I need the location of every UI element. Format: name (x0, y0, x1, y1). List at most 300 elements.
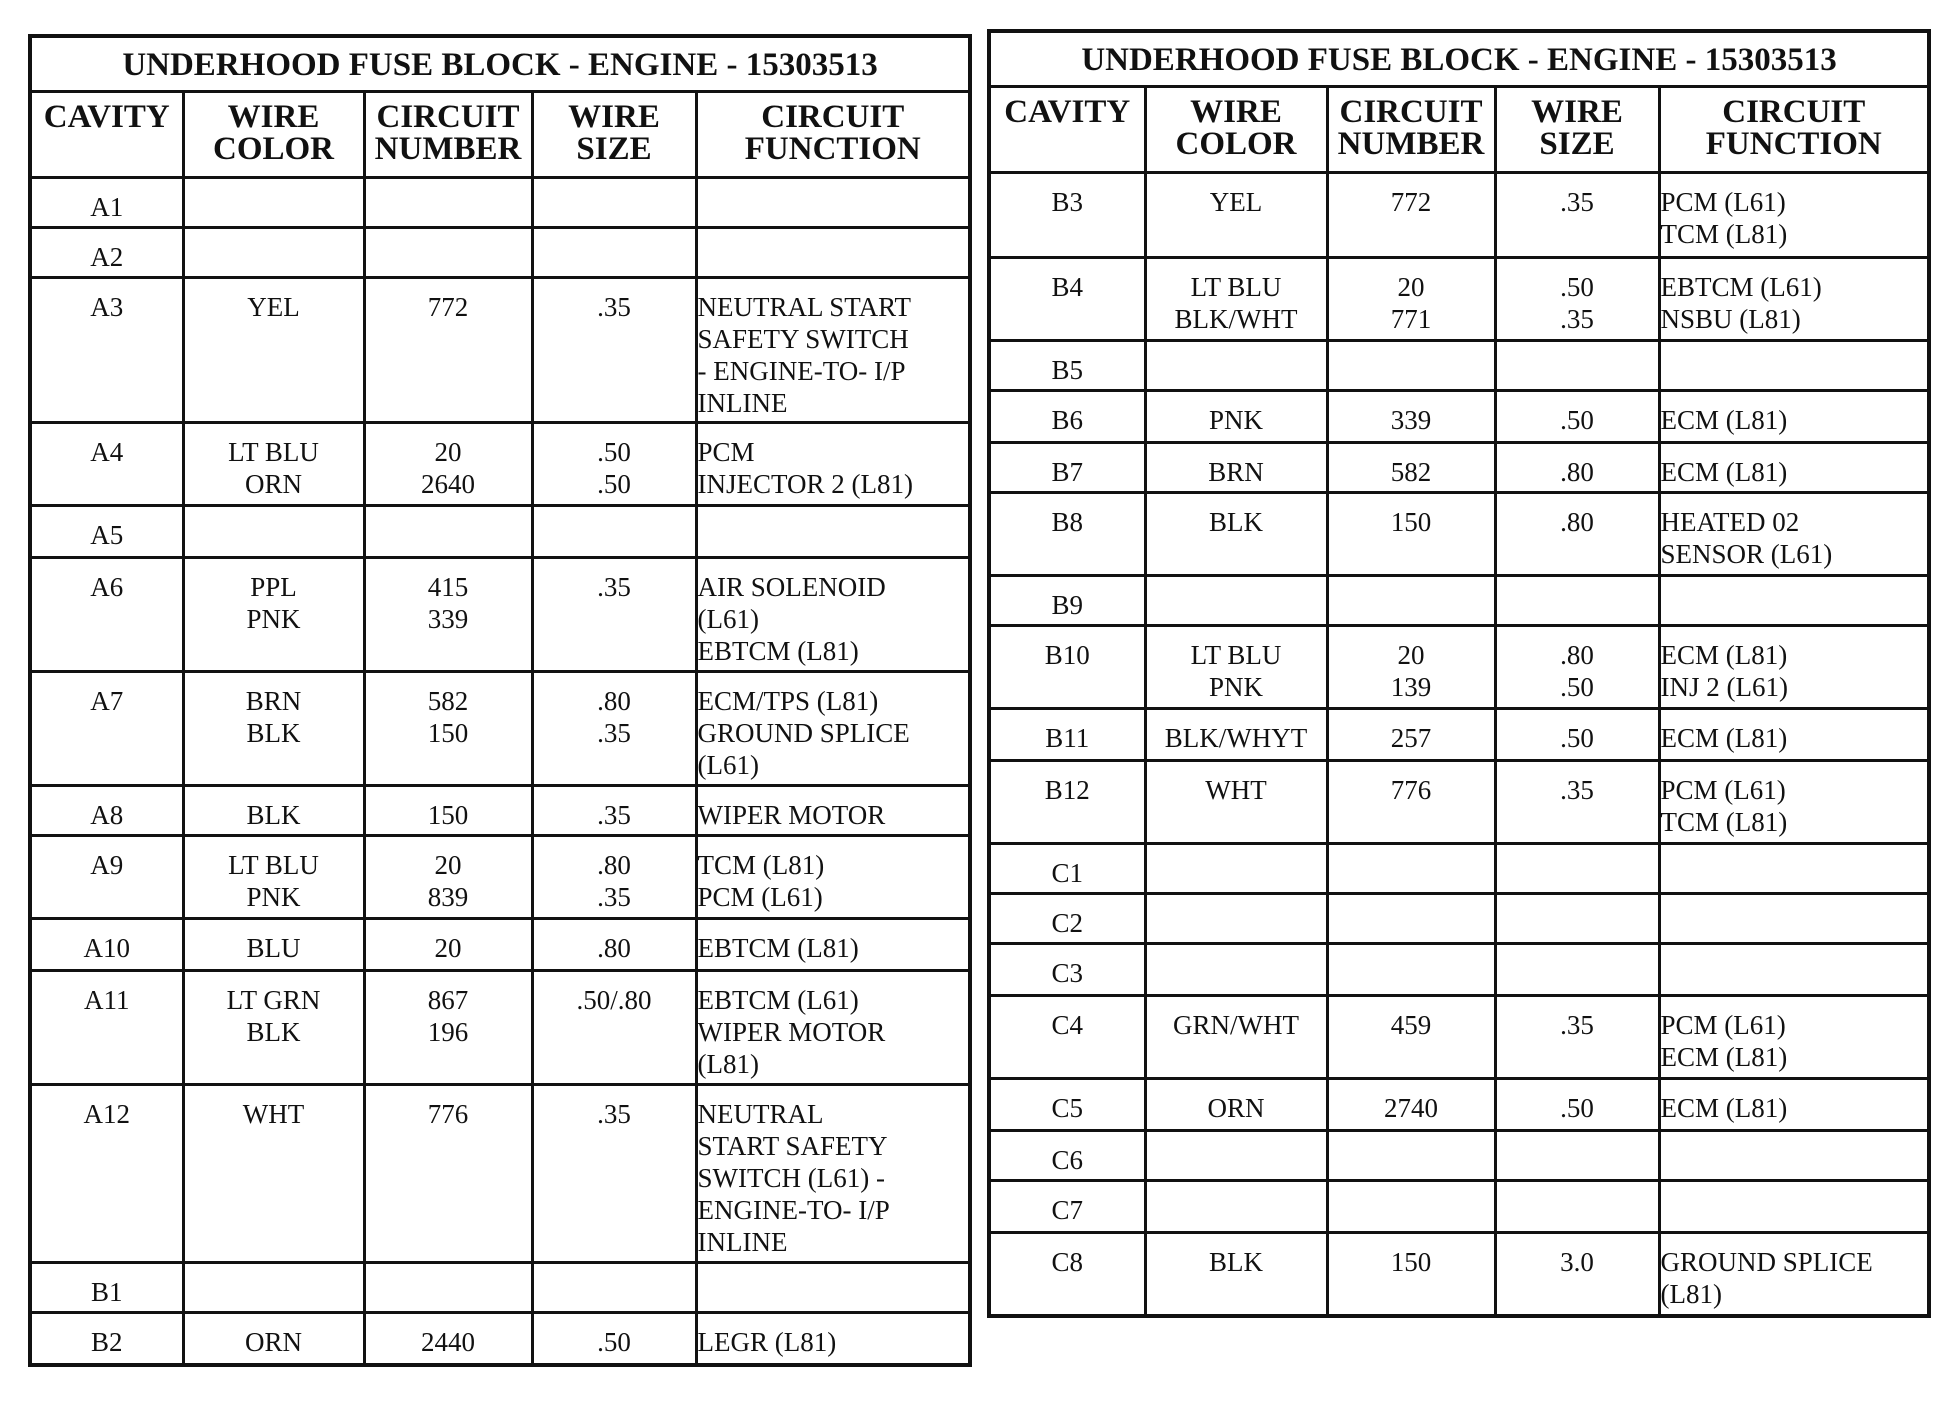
wire-size-cell (532, 1085, 696, 1263)
wire-color-cell (183, 228, 364, 278)
circuit-number-cell-line: 20 (1397, 640, 1425, 670)
cavity-cell: A6 (30, 558, 183, 672)
table-row (30, 836, 970, 919)
circuit-number-cell (364, 278, 532, 423)
wire-size-cell (1495, 443, 1659, 493)
circuit-number-cell (1327, 894, 1495, 944)
wire-size-cell (1495, 391, 1659, 443)
cavity-cell: B1 (30, 1263, 183, 1313)
wire-color-cell-line: YEL (247, 292, 300, 322)
circuit-number-cell (1327, 996, 1495, 1079)
wire-size-cell-line: .80 (1560, 640, 1594, 670)
cavity-cell: B9 (989, 576, 1145, 626)
wire-color-cell-line: BLK/WHT (1174, 304, 1298, 334)
wire-color-cell (1145, 996, 1327, 1079)
wire-color-cell (183, 672, 364, 786)
circuit-number-cell (1327, 709, 1495, 761)
cavity-cell: B8 (989, 493, 1145, 576)
table-row (30, 1263, 970, 1313)
cavity-cell: B3 (989, 173, 1145, 258)
header-circuit-function: CIRCUIT FUNCTION (696, 92, 970, 178)
circuit-number-cell (1327, 1233, 1495, 1316)
wire-color-cell-line: BLU (246, 933, 301, 963)
circuit-function-cell (696, 786, 970, 836)
circuit-number-cell (1327, 1181, 1495, 1233)
wire-size-cell-line: .35 (597, 1099, 631, 1129)
wire-size-cell (1495, 626, 1659, 709)
wire-color-cell (183, 278, 364, 423)
header-cavity: CAVITY (30, 92, 183, 178)
circuit-function-cell-line: LEGR (L81) (697, 1327, 837, 1357)
circuit-number-cell-line: 150 (427, 800, 469, 830)
circuit-number-cell-line: 20 (434, 437, 462, 467)
circuit-function-cell (696, 919, 970, 971)
cavity-cell: B12 (989, 761, 1145, 844)
circuit-function-cell-line: EBTCM (L61) (697, 985, 859, 1015)
circuit-number-cell (364, 786, 532, 836)
wire-color-cell (183, 919, 364, 971)
circuit-function-cell-line: EBTCM (L81) (697, 933, 859, 963)
circuit-number-cell (364, 672, 532, 786)
circuit-function-cell-line: PCM (697, 437, 755, 467)
circuit-number-cell-line: 339 (427, 604, 469, 634)
wire-size-cell-line: .50 (597, 1327, 631, 1357)
wire-color-cell (1145, 894, 1327, 944)
wire-color-cell-line: GRN/WHT (1173, 1010, 1299, 1040)
wire-size-cell (532, 971, 696, 1085)
circuit-function-cell (696, 228, 970, 278)
circuit-function-cell (1659, 493, 1929, 576)
wire-color-cell-line: ORN (244, 1327, 302, 1357)
cavity-cell: A5 (30, 506, 183, 558)
circuit-function-cell-line: ENGINE-TO- I/P (697, 1195, 890, 1225)
table-row (30, 228, 970, 278)
wire-size-cell-line: .50 (1560, 405, 1594, 435)
wire-color-cell (183, 971, 364, 1085)
circuit-function-cell-line: NEUTRAL (697, 1099, 824, 1129)
wire-size-cell (1495, 996, 1659, 1079)
wire-color-cell (1145, 844, 1327, 894)
table-row (30, 672, 970, 786)
wire-color-cell (1145, 761, 1327, 844)
table-row (989, 1233, 1929, 1316)
cavity-cell: C7 (989, 1181, 1145, 1233)
circuit-number-cell (1327, 258, 1495, 341)
wire-size-cell (532, 558, 696, 672)
circuit-number-cell (1327, 576, 1495, 626)
wire-color-cell (1145, 341, 1327, 391)
circuit-number-cell-line: 257 (1390, 723, 1432, 753)
table-row (989, 1181, 1929, 1233)
table-row (989, 1079, 1929, 1131)
header-wire-size: WIRE SIZE (532, 92, 696, 178)
wire-color-cell-line: LT BLU (228, 437, 319, 467)
circuit-function-cell-line: (L81) (1660, 1279, 1722, 1309)
circuit-number-cell-line: 776 (427, 1099, 469, 1129)
circuit-function-cell-line: ECM (L81) (1660, 723, 1788, 753)
circuit-number-cell-line: 339 (1390, 405, 1432, 435)
circuit-function-cell (696, 278, 970, 423)
header-circuit-number: CIRCUIT NUMBER (364, 92, 532, 178)
circuit-number-cell (1327, 844, 1495, 894)
circuit-function-cell-line: WIPER MOTOR (697, 1017, 886, 1047)
wire-color-cell (183, 1313, 364, 1365)
wire-size-cell-line: .50/.80 (576, 985, 652, 1015)
header-cavity: CAVITY (989, 87, 1145, 173)
wire-size-cell-line: .50 (1560, 272, 1594, 302)
wire-color-cell (183, 506, 364, 558)
cavity-cell: B5 (989, 341, 1145, 391)
wire-color-cell (183, 1263, 364, 1313)
wire-size-cell (1495, 844, 1659, 894)
wire-size-cell-line: .35 (597, 572, 631, 602)
circuit-function-cell-line: ECM (L81) (1660, 1093, 1788, 1123)
wire-color-cell (1145, 626, 1327, 709)
circuit-number-cell (364, 1263, 532, 1313)
cavity-cell: A11 (30, 971, 183, 1085)
circuit-function-cell-line: EBTCM (L81) (697, 636, 859, 666)
cavity-cell: B6 (989, 391, 1145, 443)
table-row (30, 506, 970, 558)
circuit-function-cell (1659, 709, 1929, 761)
circuit-function-cell-line: PCM (L61) (1660, 1010, 1786, 1040)
fuse-table-right (987, 29, 1931, 1318)
cavity-cell: A7 (30, 672, 183, 786)
wire-size-cell (1495, 894, 1659, 944)
table-row (989, 626, 1929, 709)
wire-size-cell (1495, 1233, 1659, 1316)
wire-size-cell-line: .50 (597, 437, 631, 467)
wire-color-cell-line: BLK (246, 1017, 301, 1047)
cavity-cell: B4 (989, 258, 1145, 341)
circuit-function-cell (696, 558, 970, 672)
table-row (989, 341, 1929, 391)
table-row (30, 1085, 970, 1263)
table-row (989, 173, 1929, 258)
circuit-number-cell-line: 415 (427, 572, 469, 602)
circuit-function-cell (696, 672, 970, 786)
header-wire-color: WIRE COLOR (1145, 87, 1327, 173)
cavity-cell: A9 (30, 836, 183, 919)
circuit-number-cell-line: 2740 (1384, 1093, 1438, 1123)
wire-color-cell (1145, 258, 1327, 341)
table-row (989, 709, 1929, 761)
circuit-number-cell-line: 150 (427, 718, 469, 748)
cavity-cell: C6 (989, 1131, 1145, 1181)
cavity-cell: A4 (30, 423, 183, 506)
wire-size-cell-line: .80 (597, 686, 631, 716)
circuit-function-cell (1659, 996, 1929, 1079)
header-circuit-number: CIRCUIT NUMBER (1327, 87, 1495, 173)
circuit-function-cell (1659, 341, 1929, 391)
wire-color-cell-line: PPL (250, 572, 297, 602)
wire-color-cell (1145, 173, 1327, 258)
circuit-number-cell-line: 776 (1390, 775, 1432, 805)
circuit-function-cell-line: PCM (L61) (697, 882, 823, 912)
cavity-cell: A10 (30, 919, 183, 971)
wire-color-cell (183, 423, 364, 506)
circuit-function-cell-line: NSBU (L81) (1660, 304, 1801, 334)
wire-color-cell-line: YEL (1209, 187, 1263, 217)
circuit-function-cell-line: AIR SOLENOID (697, 572, 886, 602)
wire-size-cell-line: .35 (1560, 1010, 1594, 1040)
wire-size-cell-line: .50 (1560, 1093, 1594, 1123)
circuit-function-cell (696, 836, 970, 919)
cavity-cell: A2 (30, 228, 183, 278)
wire-size-cell-line: .35 (1560, 304, 1594, 334)
cavity-cell: A12 (30, 1085, 183, 1263)
circuit-function-cell-line: TCM (L81) (697, 850, 825, 880)
wire-color-cell-line: BLK (1209, 507, 1263, 537)
wire-color-cell-line: BLK (246, 800, 301, 830)
wire-color-cell-line: LT BLU (228, 850, 319, 880)
circuit-function-cell-line: TCM (L81) (1660, 807, 1788, 837)
table-row (989, 761, 1929, 844)
circuit-number-cell-line: 20 (434, 850, 462, 880)
circuit-number-cell (1327, 493, 1495, 576)
cavity-cell: C2 (989, 894, 1145, 944)
wire-size-cell-line: .50 (597, 469, 631, 499)
circuit-function-cell (1659, 626, 1929, 709)
table-row (989, 844, 1929, 894)
wire-size-cell-line: .50 (1560, 723, 1594, 753)
circuit-number-cell (364, 971, 532, 1085)
circuit-function-cell-line: ECM (L81) (1660, 640, 1788, 670)
wire-color-cell (1145, 1233, 1327, 1316)
wire-color-cell-line: BLK/WHYT (1164, 723, 1308, 753)
circuit-function-cell (1659, 1079, 1929, 1131)
circuit-function-cell (1659, 1233, 1929, 1316)
circuit-function-cell-line: (L61) (697, 604, 759, 634)
wire-size-cell (532, 1263, 696, 1313)
circuit-number-cell (1327, 944, 1495, 996)
cavity-cell: A8 (30, 786, 183, 836)
cavity-cell: C1 (989, 844, 1145, 894)
table-row (30, 558, 970, 672)
wire-color-cell (183, 558, 364, 672)
circuit-number-cell (1327, 761, 1495, 844)
circuit-function-cell (696, 1085, 970, 1263)
circuit-function-cell-line: SENSOR (L61) (1660, 539, 1833, 569)
circuit-number-cell (1327, 443, 1495, 493)
wire-size-cell-line: .35 (1560, 187, 1594, 217)
wire-size-cell (532, 506, 696, 558)
wire-color-cell-line: LT GRN (226, 985, 321, 1015)
wire-color-cell-line: WHT (242, 1099, 305, 1129)
wire-size-cell (1495, 493, 1659, 576)
circuit-number-cell-line: 582 (1390, 457, 1432, 487)
circuit-function-cell (696, 971, 970, 1085)
table-title: UNDERHOOD FUSE BLOCK - ENGINE - 15303513 (30, 36, 970, 92)
circuit-number-cell (364, 228, 532, 278)
circuit-number-cell-line: 772 (427, 292, 469, 322)
wire-size-cell (1495, 1131, 1659, 1181)
wire-size-cell (1495, 173, 1659, 258)
table-row (30, 178, 970, 228)
wire-color-cell (1145, 944, 1327, 996)
circuit-function-cell (1659, 258, 1929, 341)
wire-size-cell-line: .35 (597, 882, 631, 912)
wire-color-cell-line: LT BLU (1190, 272, 1282, 302)
circuit-function-cell-line: INLINE (697, 388, 788, 418)
wire-color-cell-line: BLK (1209, 1247, 1263, 1277)
circuit-function-cell (696, 506, 970, 558)
circuit-number-cell (364, 1313, 532, 1365)
cavity-cell: C3 (989, 944, 1145, 996)
wire-color-cell-line: PNK (1208, 672, 1263, 702)
wire-size-cell (532, 278, 696, 423)
circuit-function-cell (1659, 576, 1929, 626)
table-row (989, 391, 1929, 443)
circuit-number-cell (1327, 1079, 1495, 1131)
circuit-number-cell (1327, 341, 1495, 391)
wire-size-cell-line: .35 (597, 800, 631, 830)
wire-size-cell-line: 3.0 (1560, 1247, 1594, 1277)
header-wire-color: WIRE COLOR (183, 92, 364, 178)
circuit-function-cell (1659, 894, 1929, 944)
circuit-number-cell (364, 423, 532, 506)
circuit-number-cell (364, 919, 532, 971)
circuit-function-cell (1659, 761, 1929, 844)
wire-size-cell (532, 919, 696, 971)
wire-color-cell (1145, 1181, 1327, 1233)
circuit-number-cell-line: 2640 (421, 469, 475, 499)
wire-size-cell (1495, 341, 1659, 391)
wire-size-cell (1495, 709, 1659, 761)
table-row (989, 1131, 1929, 1181)
circuit-function-cell-line: EBTCM (L61) (1660, 272, 1822, 302)
cavity-cell: A1 (30, 178, 183, 228)
cavity-cell: B10 (989, 626, 1145, 709)
wire-color-cell-line: BLK (246, 718, 301, 748)
table-row (989, 996, 1929, 1079)
circuit-number-cell (364, 178, 532, 228)
circuit-function-cell (1659, 844, 1929, 894)
circuit-function-cell-line: ECM (L81) (1660, 457, 1788, 487)
circuit-number-cell-line: 196 (427, 1017, 469, 1047)
circuit-number-cell (364, 836, 532, 919)
wire-size-cell (532, 178, 696, 228)
circuit-number-cell-line: 150 (1390, 1247, 1432, 1277)
circuit-function-cell (1659, 1131, 1929, 1181)
circuit-number-cell-line: 839 (427, 882, 469, 912)
wire-color-cell (1145, 1131, 1327, 1181)
wire-color-cell-line: BRN (245, 686, 302, 716)
wire-size-cell (532, 786, 696, 836)
circuit-function-cell (1659, 443, 1929, 493)
circuit-number-cell-line: 772 (1390, 187, 1432, 217)
circuit-function-cell-line: GROUND SPLICE (1660, 1247, 1873, 1277)
table-row (989, 576, 1929, 626)
circuit-function-cell (696, 178, 970, 228)
wire-size-cell (532, 228, 696, 278)
circuit-function-cell-line: INJ 2 (L61) (1660, 672, 1788, 702)
circuit-function-cell-line: SAFETY SWITCH (697, 324, 909, 354)
wire-color-cell-line: WHT (1205, 775, 1267, 805)
wire-color-cell (1145, 576, 1327, 626)
table-row (30, 971, 970, 1085)
circuit-number-cell (1327, 391, 1495, 443)
wire-size-cell-line: .35 (597, 292, 631, 322)
circuit-function-cell-line: WIPER MOTOR (697, 800, 886, 830)
circuit-function-cell (696, 423, 970, 506)
wire-color-cell (1145, 443, 1327, 493)
wire-size-cell (1495, 258, 1659, 341)
circuit-number-cell-line: 582 (427, 686, 469, 716)
circuit-number-cell (1327, 626, 1495, 709)
table-row (30, 1313, 970, 1365)
wire-color-cell-line: LT BLU (1190, 640, 1282, 670)
header-wire-size: WIRE SIZE (1495, 87, 1659, 173)
circuit-function-cell-line: PCM (L61) (1660, 775, 1786, 805)
wire-color-cell (1145, 1079, 1327, 1131)
wire-color-cell (183, 1085, 364, 1263)
table-row (30, 278, 970, 423)
circuit-function-cell (696, 1263, 970, 1313)
circuit-function-cell-line: ECM (L81) (1660, 405, 1788, 435)
circuit-function-cell (1659, 1181, 1929, 1233)
wire-size-cell-line: .35 (1560, 775, 1594, 805)
table-row (989, 894, 1929, 944)
table-title: UNDERHOOD FUSE BLOCK - ENGINE - 15303513 (989, 31, 1929, 87)
wire-size-cell (532, 672, 696, 786)
wire-color-cell (183, 178, 364, 228)
circuit-function-cell-line: HEATED 02 (1660, 507, 1800, 537)
wire-size-cell (1495, 761, 1659, 844)
cavity-cell: A3 (30, 278, 183, 423)
table-row (30, 423, 970, 506)
circuit-number-cell-line: 459 (1390, 1010, 1432, 1040)
circuit-function-cell (1659, 944, 1929, 996)
circuit-function-cell (1659, 391, 1929, 443)
circuit-function-cell-line: NEUTRAL START (697, 292, 911, 322)
circuit-function-cell-line: GROUND SPLICE (697, 718, 910, 748)
cavity-cell: C5 (989, 1079, 1145, 1131)
wire-size-cell (1495, 1079, 1659, 1131)
circuit-number-cell (1327, 173, 1495, 258)
table-row (989, 493, 1929, 576)
wire-color-cell-line: PNK (1208, 405, 1263, 435)
table-body (30, 178, 970, 1365)
table-row (989, 944, 1929, 996)
wire-size-cell (532, 423, 696, 506)
wire-size-cell (532, 836, 696, 919)
cavity-cell: B7 (989, 443, 1145, 493)
wire-color-cell (1145, 493, 1327, 576)
circuit-number-cell-line: 20 (434, 933, 462, 963)
circuit-function-cell-line: - ENGINE-TO- I/P (697, 356, 906, 386)
circuit-function-cell-line: PCM (L61) (1660, 187, 1786, 217)
wire-size-cell-line: .80 (597, 850, 631, 880)
circuit-number-cell-line: 771 (1390, 304, 1432, 334)
circuit-function-cell-line: START SAFETY (697, 1131, 888, 1161)
wire-color-cell-line: ORN (1207, 1093, 1265, 1123)
wire-size-cell-line: .80 (1560, 457, 1594, 487)
circuit-number-cell-line: 867 (427, 985, 469, 1015)
wire-color-cell-line: PNK (246, 604, 301, 634)
cavity-cell: C8 (989, 1233, 1145, 1316)
wire-size-cell (1495, 944, 1659, 996)
wire-color-cell (1145, 709, 1327, 761)
wire-color-cell-line: ORN (244, 469, 302, 499)
wire-color-cell (183, 836, 364, 919)
circuit-number-cell-line: 139 (1390, 672, 1432, 702)
circuit-function-cell-line: TCM (L81) (1660, 219, 1788, 249)
cavity-cell: C4 (989, 996, 1145, 1079)
cavity-cell: B2 (30, 1313, 183, 1365)
circuit-function-cell-line: INJECTOR 2 (L81) (697, 469, 913, 499)
wire-size-cell (532, 1313, 696, 1365)
